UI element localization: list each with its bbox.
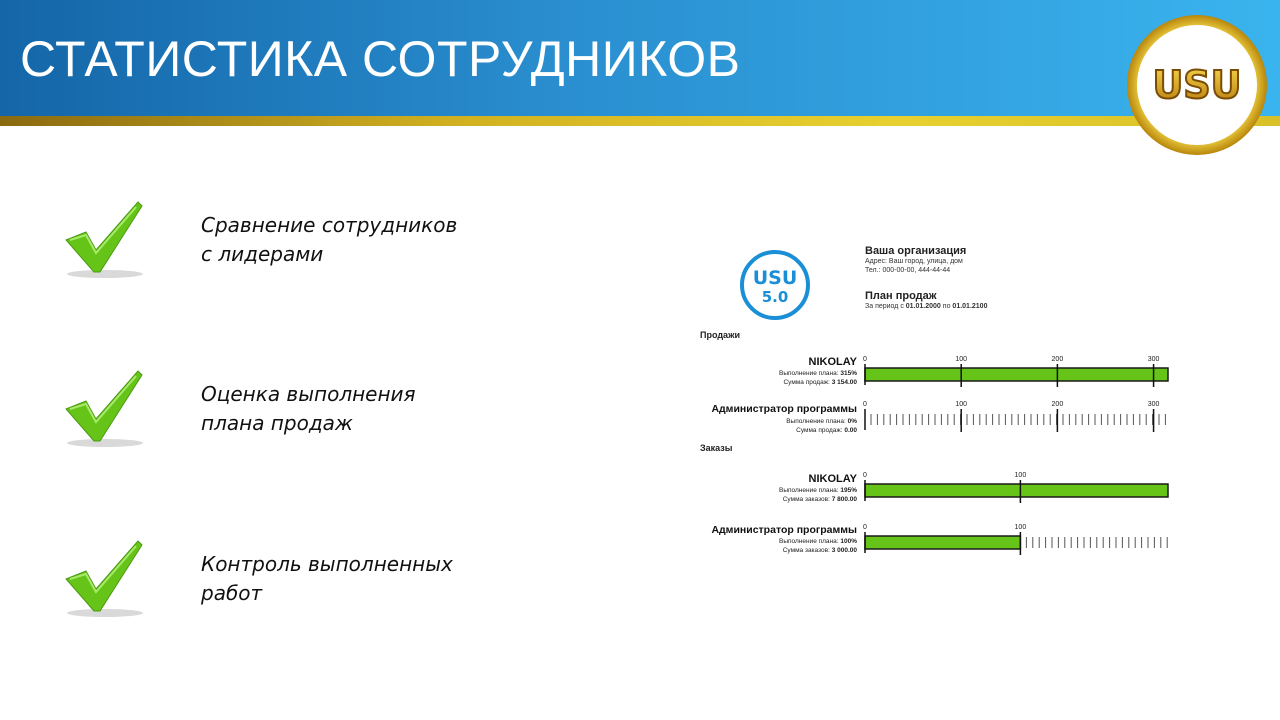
employee-sum: Сумма заказов: 7 800.00 <box>782 496 857 503</box>
gauge-bar <box>865 368 1168 381</box>
gauge-tick-label: 0 <box>863 356 867 363</box>
employee-sum: Сумма продаж: 3 154.00 <box>783 379 857 386</box>
plan-title: План продаж <box>865 290 937 302</box>
employee-name: Администратор программы <box>711 524 857 536</box>
svg-text:5.0: 5.0 <box>761 288 789 306</box>
gauge-tick-label: 100 <box>1014 524 1027 531</box>
gauge-tick-label: 0 <box>863 401 867 408</box>
section-title-sales: Продажи <box>700 330 740 340</box>
section-title-orders: Заказы <box>700 443 733 453</box>
gauge-tick-label: 100 <box>1014 472 1027 479</box>
gauge-tick-label: 200 <box>1051 401 1064 408</box>
org-phone: Тел.: 000-00-00, 444-44-44 <box>865 267 951 274</box>
org-name: Ваша организация <box>865 245 967 257</box>
org-address: Адрес: Ваш город, улица, дом <box>865 258 963 265</box>
employee-name: NIKOLAY <box>808 356 857 368</box>
slide-title: СТАТИСТИКА СОТРУДНИКОВ <box>20 31 741 87</box>
employee-plan: Выполнение плана: 100% <box>778 538 857 545</box>
feature-2-line1: Оценка выполнения <box>201 382 416 406</box>
employee-plan: Выполнение плана: 315% <box>778 370 857 377</box>
period-prefix: За период с <box>865 303 904 310</box>
employee-sum: Сумма продаж: 0.00 <box>796 427 857 434</box>
gauge-tick-label: 100 <box>955 356 968 363</box>
gauge-bar <box>865 536 1020 549</box>
gauge-tick-label: 200 <box>1051 356 1064 363</box>
gauge-tick-label: 0 <box>863 472 867 479</box>
period-to: 01.01.2100 <box>952 303 988 310</box>
employee-sum: Сумма заказов: 3 000.00 <box>782 547 857 554</box>
svg-text:USU: USU <box>752 267 798 289</box>
period-mid: по <box>942 303 951 310</box>
gauge-bar <box>865 484 1168 497</box>
feature-2-line2: плана продаж <box>201 411 353 435</box>
gauge-tick-label: 0 <box>863 524 867 531</box>
feature-3-line2: работ <box>201 581 263 605</box>
feature-1-line1: Сравнение сотрудников <box>201 213 458 237</box>
gauge-tick-label: 300 <box>1147 356 1160 363</box>
gauge-tick-label: 100 <box>955 401 968 408</box>
feature-1-line2: с лидерами <box>201 242 324 266</box>
employee-name: Администратор программы <box>711 403 857 415</box>
employee-plan: Выполнение плана: 0% <box>786 418 857 425</box>
feature-3-line1: Контроль выполненных <box>201 552 453 576</box>
gauge-tick-label: 300 <box>1147 401 1160 408</box>
period-from: 01.01.2000 <box>905 303 941 310</box>
employee-plan: Выполнение плана: 195% <box>778 487 857 494</box>
svg-text:USU: USU <box>1152 63 1242 107</box>
employee-name: NIKOLAY <box>808 473 857 485</box>
